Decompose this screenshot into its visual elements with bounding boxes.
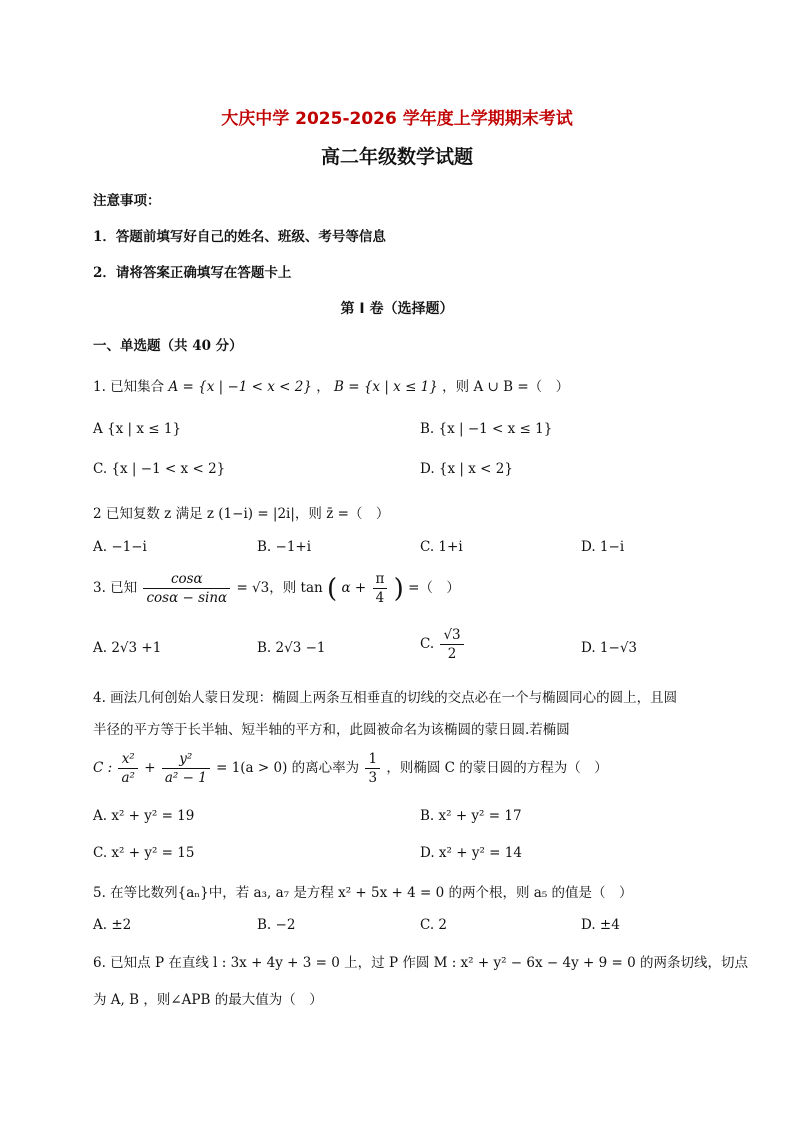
q3-frac-den: cosα − sinα bbox=[146, 590, 228, 606]
q3-option-a[interactable]: A. 2√3 +1 bbox=[93, 640, 162, 656]
q4-c-label: C : bbox=[93, 760, 113, 776]
q4-line-3 bbox=[93, 750, 608, 787]
q3-option-d[interactable]: D. 1−√3 bbox=[581, 640, 638, 656]
q3-left-paren: ( bbox=[327, 573, 338, 604]
q6-line-1: 6. 已知点 P 在直线 l : 3x + 4y + 3 = 0 上，过 P 作圆 M : x² + y² − 6x − 4y + 9 = 0 的两条切线，切点 bbox=[93, 955, 748, 971]
q3-pi-num: π bbox=[373, 570, 388, 589]
q3-option-c-fraction bbox=[440, 626, 463, 663]
q4-tail: ，则椭圆 C 的蒙日圆的方程为（ ） bbox=[386, 760, 608, 776]
q4-ecc-num: 1 bbox=[365, 750, 380, 769]
q3-option-c[interactable] bbox=[420, 626, 466, 663]
q4-ecc-den: 3 bbox=[368, 770, 378, 786]
question-3 bbox=[93, 570, 460, 607]
q3-frac-num: cosα bbox=[143, 570, 230, 589]
exam-title: 大庆中学 2025-2026 学年度上学期期末考试 bbox=[221, 109, 573, 129]
q6-line-2: 为 A, B ，则∠APB 的最大值为（ ） bbox=[93, 992, 323, 1008]
q3-fraction bbox=[143, 570, 230, 607]
q1-set-a: A = {x | −1 < x < 2} bbox=[168, 379, 312, 395]
q3-right-paren: ) bbox=[393, 573, 404, 604]
q3-option-c-num: √3 bbox=[440, 626, 463, 645]
q3-pi-fraction bbox=[373, 570, 388, 607]
notice-item-1: 1．答题前填写好自己的姓名、班级、考号等信息 bbox=[93, 229, 386, 245]
q3-option-b[interactable]: B. 2√3 −1 bbox=[257, 640, 326, 656]
q5-option-b[interactable]: B. −2 bbox=[257, 917, 296, 933]
q4-eq: = 1(a > 0) 的离心率为 bbox=[216, 760, 360, 776]
q1-option-c[interactable]: C. {x | −1 < x < 2} bbox=[93, 461, 226, 477]
q4-ecc-fraction bbox=[365, 750, 380, 787]
q4-option-d[interactable]: D. x² + y² = 14 bbox=[420, 845, 522, 861]
q4-frac-x bbox=[118, 750, 137, 787]
notice-item-2: 2．请将答案正确填写在答题卡上 bbox=[93, 265, 292, 281]
q3-mid: = √3，则 tan bbox=[236, 580, 323, 596]
volume-title: 第 I 卷（选择题） bbox=[340, 301, 454, 317]
q3-option-c-den: 2 bbox=[447, 646, 457, 662]
q5-option-d[interactable]: D. ±4 bbox=[581, 917, 620, 933]
question-1 bbox=[93, 375, 569, 395]
q3-pi-den: 4 bbox=[375, 590, 385, 606]
q4-line-2: 半径的平方等于长半轴、短半轴的平方和，此圆被命名为该椭圆的蒙日圆.若椭圆 bbox=[93, 722, 570, 738]
q2-option-c[interactable]: C. 1+i bbox=[420, 539, 463, 555]
q1-set-b: B = {x | x ≤ 1} bbox=[334, 379, 438, 395]
question-2: 2 已知复数 z 满足 z (1−i) = |2i|，则 z̄ =（ ） bbox=[93, 506, 390, 522]
notice-heading: 注意事项： bbox=[93, 193, 161, 209]
q4-frac-y-den: a² − 1 bbox=[164, 770, 207, 786]
q5-option-c[interactable]: C. 2 bbox=[420, 917, 448, 933]
q4-frac-y-num: y² bbox=[162, 750, 210, 769]
q2-option-b[interactable]: B. −1+i bbox=[257, 539, 312, 555]
question-5: 5. 在等比数列{aₙ}中，若 a₃, a₇ 是方程 x² + 5x + 4 = 0 的两个根，则 a₅ 的值是（ ） bbox=[93, 885, 633, 901]
q3-prefix: 3. 已知 bbox=[93, 580, 138, 596]
q3-option-c-label: C. bbox=[420, 636, 435, 652]
q1-option-a[interactable]: A {x | x ≤ 1} bbox=[93, 421, 182, 437]
q5-option-a[interactable]: A. ±2 bbox=[93, 917, 132, 933]
q3-suffix: =（ ） bbox=[408, 580, 460, 596]
q4-frac-x-num: x² bbox=[118, 750, 137, 769]
q1-prefix: 1. 已知集合 bbox=[93, 379, 165, 395]
q4-frac-y bbox=[162, 750, 210, 787]
q4-plus: + bbox=[144, 760, 156, 776]
q1-suffix: ，则 A ∪ B =（ ） bbox=[442, 379, 570, 395]
q4-frac-x-den: a² bbox=[121, 770, 135, 786]
q1-option-b[interactable]: B. {x | −1 < x ≤ 1} bbox=[420, 421, 553, 437]
q4-option-a[interactable]: A. x² + y² = 19 bbox=[93, 808, 195, 824]
q4-option-c[interactable]: C. x² + y² = 15 bbox=[93, 845, 195, 861]
section-title: 一、单选题（共 40 分） bbox=[93, 338, 243, 354]
q2-option-a[interactable]: A. −1−i bbox=[93, 539, 147, 555]
exam-subtitle: 高二年级数学试题 bbox=[320, 146, 473, 168]
q2-option-d[interactable]: D. 1−i bbox=[581, 539, 625, 555]
q3-tan-inner: α + bbox=[341, 580, 367, 596]
q1-comma: ， bbox=[316, 379, 330, 395]
q4-option-b[interactable]: B. x² + y² = 17 bbox=[420, 808, 522, 824]
q4-line-1: 4. 画法几何创始人蒙日发现：椭圆上两条互相垂直的切线的交点必在一个与椭圆同心的圆上，且圆 bbox=[93, 690, 678, 706]
q1-option-d[interactable]: D. {x | x < 2} bbox=[420, 461, 513, 477]
